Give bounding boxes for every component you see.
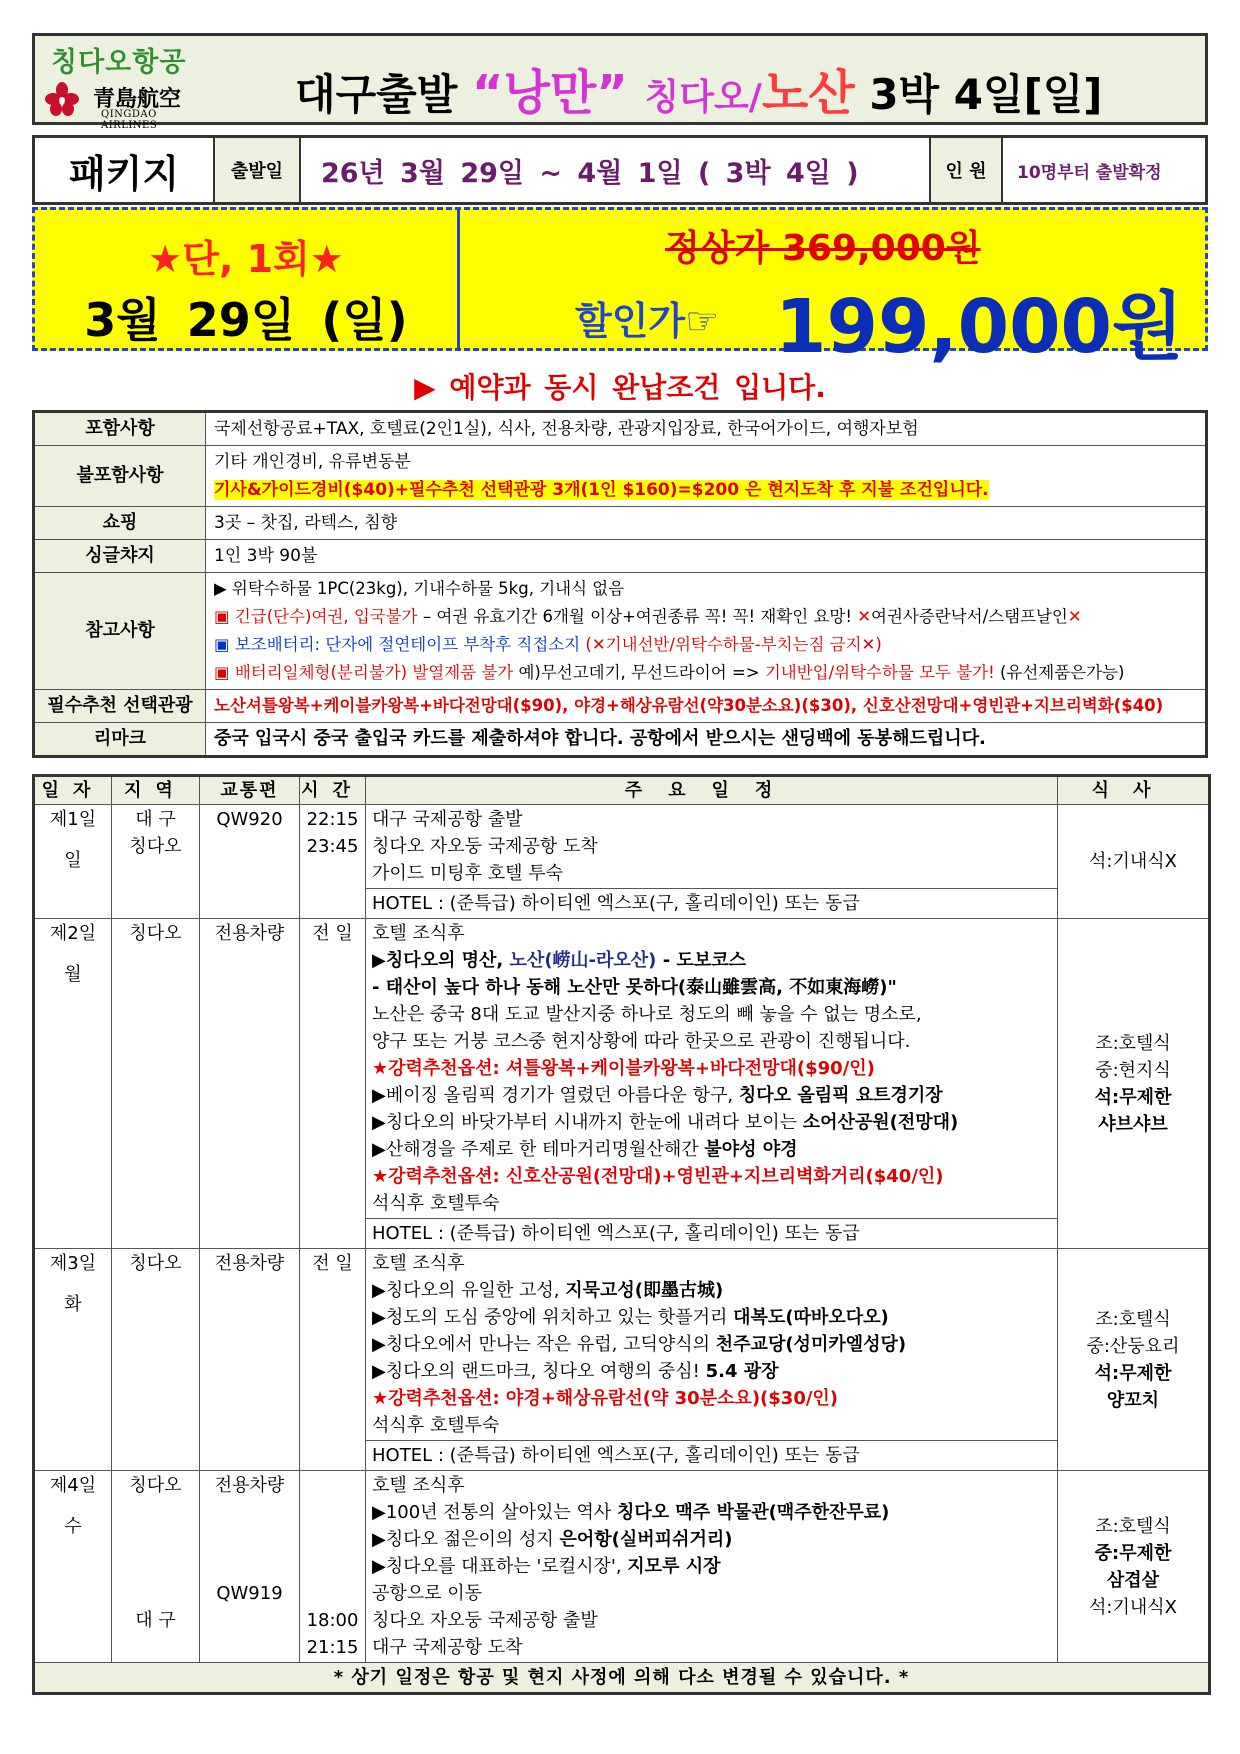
day1-time: 22:15 23:45 xyxy=(300,805,366,919)
day4-time: 18:00 21:15 xyxy=(300,1471,366,1663)
members-value: 10명부터 출발확정 xyxy=(1017,162,1162,183)
header-banner xyxy=(32,33,1208,131)
single-charge-value: 1인 3박 90불 xyxy=(206,540,1207,573)
day3-cell: 제3일 화 xyxy=(34,1249,112,1471)
day2-hotel: HOTEL : (준특급) 하이티엔 엑스포(구, 홀리데이인) 또는 동급 xyxy=(366,1219,1058,1249)
note-line-2: ▣ 긴급(단수)여권, 입국불가 – 여권 유효기간 6개월 이상+여권종류 꼭! 꼭! 재확인 요망! ✕여권사증란낙서/스탬프날인✕ xyxy=(214,607,1082,626)
special-date: 3월 29일 (일) xyxy=(84,293,408,347)
day1-hotel: HOTEL : (준특급) 하이티엔 엑스포(구, 홀리데이인) 또는 동급 xyxy=(366,889,1058,919)
day3-meal: 조:호텔식 중:산둥요리 석:무제한 양꼬치 xyxy=(1058,1249,1210,1471)
one-time-label: ★단, 1회★ xyxy=(148,237,344,281)
excluded-line-1: 기타 개인경비, 유류변동분 xyxy=(214,452,411,472)
day2-row xyxy=(34,919,1210,1219)
title-part-1: 대구출발 xyxy=(295,70,472,119)
title-part-5: 3박 4일[일] xyxy=(854,70,1103,119)
day2-transport: 전용차량 xyxy=(200,919,300,1249)
day1-itinerary: 대구 국제공항 출발 칭다오 자오둥 국제공항 도착 가이드 미팅후 호텔 투숙 xyxy=(366,805,1058,889)
day4-meal: 조:호텔식 중:무제한 삼겹살 석:기내식X xyxy=(1058,1471,1210,1663)
excluded-label: 불포함사항 xyxy=(34,446,206,507)
single-charge-label: 싱글챠지 xyxy=(34,540,206,573)
price-banner xyxy=(32,207,1208,370)
optional-tour-value: 노산셔틀왕복+케이블카왕복+바다전망대($90), 야경+해상유람선(약30분소요)($30), 신호산전망대+영빈관+지브리벽화($40) xyxy=(206,690,1207,723)
sale-price-value: 199,000원 xyxy=(775,284,1184,370)
header-day: 일자 xyxy=(34,776,112,805)
optional-tour-row xyxy=(34,690,1207,723)
day1-transport: QW920 xyxy=(200,805,300,919)
note-line-3: ▣ 보조배터리: 단자에 절연테이프 부착후 직접소지 (✕기내선반/위탁수하물-부치는짐 금지✕) xyxy=(214,635,882,654)
day3-itinerary: 호텔 조식후 ▶칭다오의 유일한 고성, 지묵고성(即墨古城) ▶청도의 도심 중앙에 위치하고 있는 핫플거리 대복도(따바오다오) ▶칭다오에서 만나는 작은 유럽, 고딕양식의 천주교당(성미카엘성당) ▶칭다오의 랜드마크, 칭다오 여행의 중심! 5.4 광장 ★강력추천옵션: 야경+해상유람선(약 30분소요)($30/인) 석식후 호텔투숙 xyxy=(366,1249,1058,1441)
excluded-value xyxy=(206,446,1207,507)
day4-cell: 제4일 수 xyxy=(34,1471,112,1663)
optional-tour-label: 필수추천 선택관광 xyxy=(34,690,206,723)
header-itinerary: 주요일정 xyxy=(366,776,1058,805)
members-label: 인 원 xyxy=(931,138,1003,202)
day4-region: 칭다오 대 구 xyxy=(112,1471,200,1663)
day3-time: 전 일 xyxy=(300,1249,366,1471)
title-part-3: 칭다오/ xyxy=(644,77,762,118)
title-part-2: “낭만” xyxy=(471,65,645,121)
normal-price: 정상가 369,000원 xyxy=(665,228,981,269)
included-row xyxy=(34,412,1207,446)
sale-price-label: 할인가☞ xyxy=(575,299,720,343)
logo-korean-name: 칭다오항공 xyxy=(51,47,187,78)
day2-meal: 조:호텔식 중:현지식 석:무제한 샤브샤브 xyxy=(1058,919,1210,1249)
schedule-footer-note: * 상기 일정은 항공 및 현지 사정에 의해 다소 변경될 수 있습니다. * xyxy=(34,1663,1210,1694)
notes-value xyxy=(206,573,1207,690)
remark-row xyxy=(34,723,1207,757)
package-label: 패키지 xyxy=(35,138,215,202)
excluded-line-2: 기사&가이드경비($40)+필수추천 선택관광 3개(1인 $160)=$200 은 현지도착 후 지불 조건입니다. xyxy=(214,480,989,500)
day3-hotel: HOTEL : (준특급) 하이티엔 엑스포(구, 홀리데이인) 또는 동급 xyxy=(366,1441,1058,1471)
day2-cell: 제2일 월 xyxy=(34,919,112,1249)
day2-time: 전 일 xyxy=(300,919,366,1249)
shopping-label: 쇼핑 xyxy=(34,507,206,540)
departure-label: 출발일 xyxy=(215,138,301,202)
day3-row xyxy=(34,1249,1210,1441)
cross-icon: ✕ xyxy=(1067,607,1082,626)
payment-notice: ▶ 예약과 동시 완납조건 입니다. xyxy=(414,371,826,404)
included-label: 포함사항 xyxy=(34,412,206,446)
flower-logo-icon xyxy=(45,82,79,116)
schedule-table xyxy=(32,774,1211,1695)
day3-transport: 전용차량 xyxy=(200,1249,300,1471)
day4-row xyxy=(34,1471,1210,1663)
day2-itinerary: 호텔 조식후 ▶칭다오의 명산, 노산(崂山-라오산) - 도보코스 - 태산이 높다 하나 동해 노산만 못하다(泰山雖雲高, 不如東海嶗)" 노산은 중국 8대 도교 발산지중 하나로 청도의 빼 놓을 수 없는 명소로, 양구 또는 거붕 코스중 현지상황에 따라 한곳으로 관광이 진행됩니다. ★강력추천옵션: 셔틀왕복+케이블카왕복+바다전망대($90/인) ▶베이징 올림픽 경기가 열렸던 아름다운 항구, 칭다오 올림픽 요트경기장 ▶칭다오의 바닷가부터 시내까지 한눈에 내려다 보이는 소어산공원(전망대) ▶산해경을 주제로 한 테마거리명월산해간 불야성 야경 ★강력추천옵션: 신호산공원(전망대)+영빈관+지브리벽화거리($40/인) 석식후 호텔투숙 xyxy=(366,919,1058,1219)
cross-icon: ✕ xyxy=(857,607,872,626)
header-region: 지역 xyxy=(112,776,200,805)
remark-label: 리마크 xyxy=(34,723,206,757)
shopping-value: 3곳 – 찻집, 라텍스, 침향 xyxy=(206,507,1207,540)
departure-value: 26년 3월 29일 ~ 4월 1일 ( 3박 4일 ) xyxy=(301,138,931,202)
day2-region: 칭다오 xyxy=(112,919,200,1249)
notes-row xyxy=(34,573,1207,690)
package-row xyxy=(32,135,1208,205)
logo-chinese-name: 青島航空 xyxy=(93,86,182,112)
header-transport: 교통편 xyxy=(200,776,300,805)
info-table xyxy=(32,410,1208,758)
page-title xyxy=(295,54,1103,123)
note-line-1: ▶ 위탁수하물 1PC(23kg), 기내수하물 5kg, 기내식 없음 xyxy=(214,579,625,598)
header-time: 시간 xyxy=(300,776,366,805)
day4-itinerary: 호텔 조식후 ▶100년 전통의 살아있는 역사 칭다오 맥주 박물관(맥주한잔무료) ▶칭다오 젊은이의 성지 은어항(실버피쉬거리) ▶칭다오를 대표하는 '로컬시장', 지모루 시장 공항으로 이동 칭다오 자오둥 국제공항 출발 대구 국제공항 도착 xyxy=(366,1471,1058,1663)
schedule-header-row xyxy=(34,776,1210,805)
airline-logo xyxy=(39,38,209,131)
included-value: 국제선항공료+TAX, 호텔료(2인1실), 식사, 전용차량, 관광지입장료, 한국어가이드, 여행자보험 xyxy=(206,412,1207,446)
day1-row xyxy=(34,805,1210,889)
single-charge-row xyxy=(34,540,1207,573)
remark-value: 중국 입국시 중국 출입국 카드를 제출하셔야 합니다. 공항에서 받으시는 샌딩백에 동봉해드립니다. xyxy=(206,723,1207,757)
shopping-row xyxy=(34,507,1207,540)
day4-transport: 전용차량 QW919 xyxy=(200,1471,300,1663)
day1-region: 대 구 칭다오 xyxy=(112,805,200,919)
header-meal: 식사 xyxy=(1058,776,1210,805)
note-line-4: ▣ 배터리일체형(분리불가) 발열제품 불가 예)무선고데기, 무선드라이어 => 기내반입/위탁수하물 모두 불가! (유선제품은가능) xyxy=(214,663,1125,682)
logo-english-name: QINGDAO AIRLINES xyxy=(101,109,158,131)
schedule-footer-row xyxy=(34,1663,1210,1694)
special-date-box xyxy=(35,210,460,348)
title-part-4: 노산 xyxy=(761,65,855,121)
day1-meal: 석:기내식X xyxy=(1058,805,1210,919)
day1-cell: 제1일 일 xyxy=(34,805,112,919)
day3-region: 칭다오 xyxy=(112,1249,200,1471)
notes-label: 참고사항 xyxy=(34,573,206,690)
excluded-row xyxy=(34,446,1207,507)
